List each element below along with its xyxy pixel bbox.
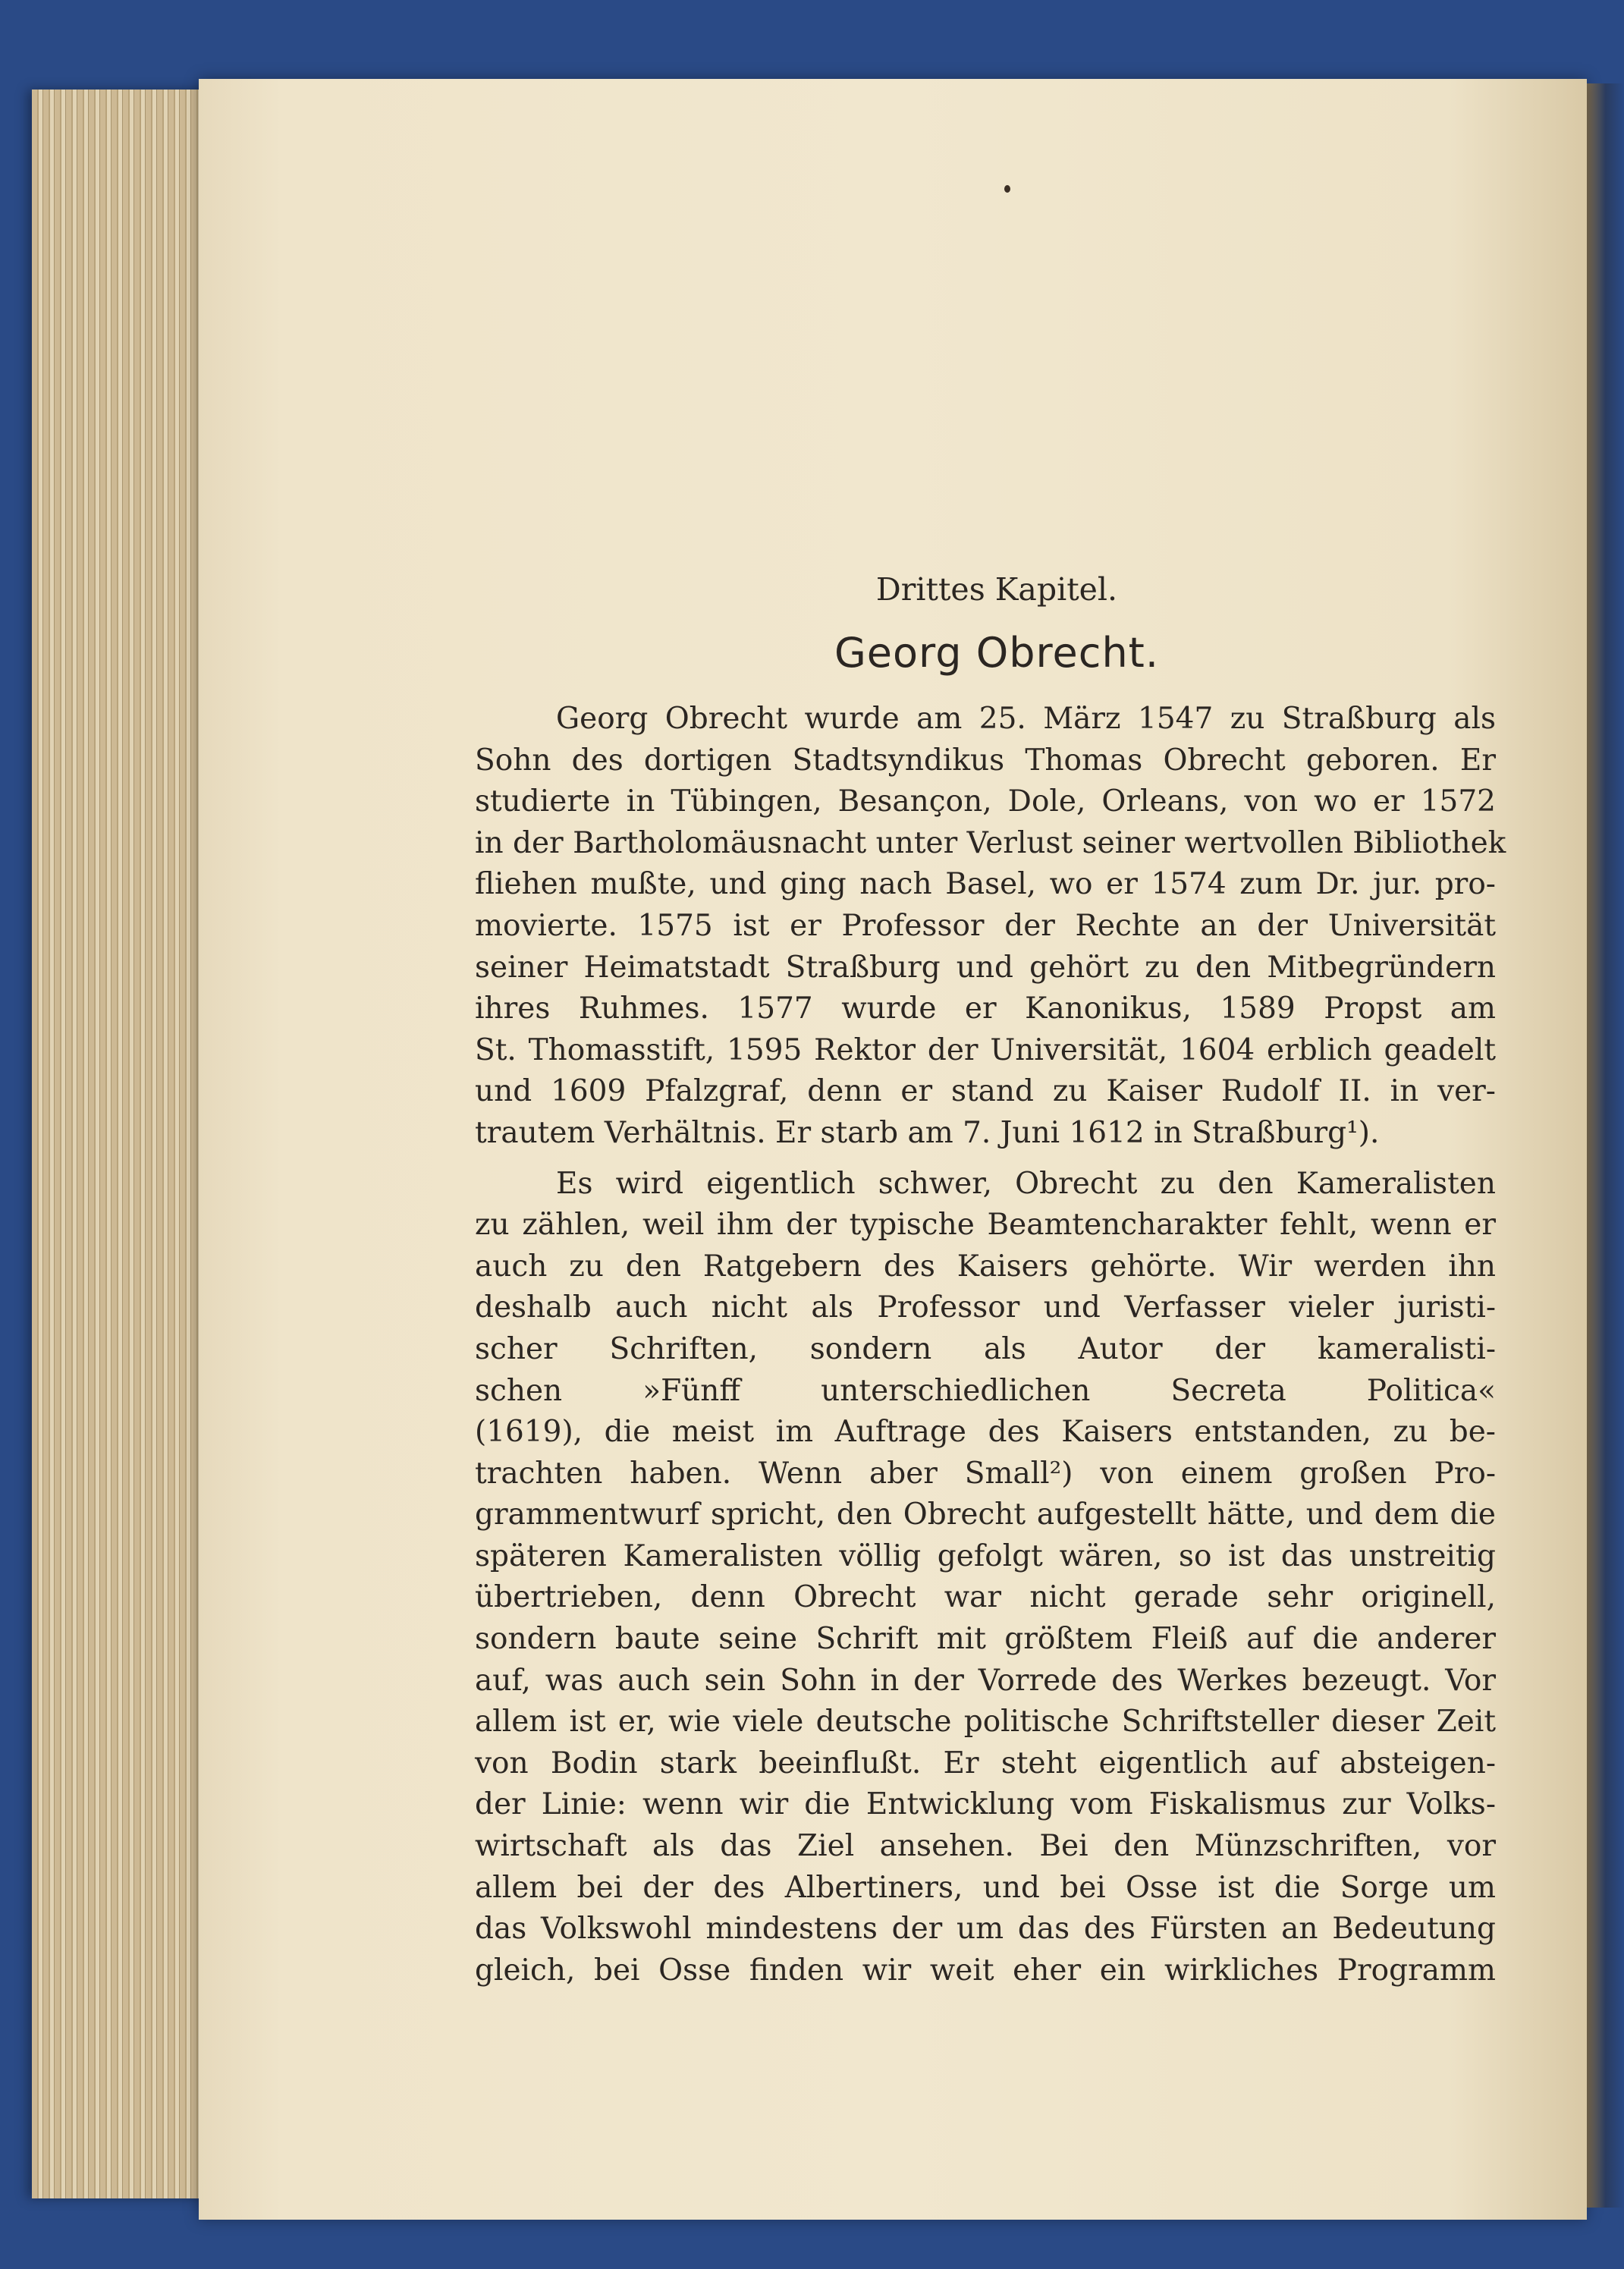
text-line: Sohn des dortigen Stadtsyndikus Thomas Obrecht geboren. Er [475,743,1496,778]
text-line: der Linie: wenn wir die Entwicklung vom Fiskalismus zur Volks- [475,1787,1496,1822]
text-line: seiner Heimatstadt Straßburg und gehört zu den Mitbegründern [475,950,1496,985]
text-line: trachten haben. Wenn aber Small²) von einem großen Pro- [475,1456,1496,1491]
text-line: scher Schriften, sondern als Autor der kameralisti- [475,1331,1496,1366]
text-line: zu zählen, weil ihm der typische Beamtencharakter fehlt, wenn er [475,1208,1496,1243]
text-line: movierte. 1575 ist er Professor der Rechte an der Universität [475,908,1496,943]
text-line: auch zu den Ratgebern des Kaisers gehörte. Wir werden ihn [475,1249,1496,1284]
text-line: wirtschaft als das Ziel ansehen. Bei den Münzschriften, vor [475,1829,1496,1864]
text-line: trautem Verhältnis. Er starb am 7. Juni 1612 in Straßburg¹). [475,1115,1380,1150]
text-line: von Bodin stark beeinflußt. Er steht eigentlich auf absteigen- [475,1746,1496,1780]
text-line: deshalb auch nicht als Professor und Verfasser vieler juristi- [475,1290,1496,1325]
text-line: gleich, bei Osse finden wir weit eher ein wirkliches Programm [475,1953,1496,1988]
text-line: St. Thomasstift, 1595 Rektor der Universität, 1604 erblich geadelt [475,1032,1496,1067]
chapter-title: Georg Obrecht. [834,629,1160,677]
text-line: allem ist er, wie viele deutsche politische Schriftsteller dieser Zeit [475,1705,1496,1739]
text-line: grammentwurf spricht, den Obrecht aufgestellt hätte, und dem die [475,1497,1496,1532]
text-line: allem bei der des Albertiners, und bei Osse ist die Sorge um [475,1870,1496,1905]
text-line: schen »Fünff unterschiedlichen Secreta Politica« [475,1373,1496,1408]
paragraph-1 [475,699,1506,1155]
text-line: übertrieben, denn Obrecht war nicht gerade sehr originell, [475,1580,1496,1615]
text-line: in der Bartholomäusnacht unter Verlust seiner wertvollen Bibliothek [475,825,1506,860]
text-line: Es wird eigentlich schwer, Obrecht zu den Kameralisten [556,1166,1496,1201]
text-line: ihres Ruhmes. 1577 wurde er Kanonikus, 1589 Propst am [475,992,1496,1026]
text-line: auf, was auch sein Sohn in der Vorrede des Werkes bezeugt. Vor [475,1663,1496,1698]
paragraph-2 [475,1164,1496,1992]
text-line: studierte in Tübingen, Besançon, Dole, Orleans, von wo er 1572 [475,784,1496,819]
text-line: späteren Kameralisten völlig gefolgt wären, so ist das unstreitig [475,1538,1496,1573]
chapter-label: Drittes Kapitel. [875,571,1118,608]
text-line: Georg Obrecht wurde am 25. März 1547 zu Straßburg als [556,702,1496,736]
text-line: (1619), die meist im Auftrage des Kaisers entstanden, zu be- [475,1415,1496,1450]
text-line: fliehen mußte, und ging nach Basel, wo er 1574 zum Dr. jur. pro- [475,867,1496,902]
text-line: sondern baute seine Schrift mit größtem Fleiß auf die anderer [475,1622,1496,1657]
text-line: das Volkswohl mindestens der um das des Fürsten an Bedeutung [475,1912,1496,1947]
text-line: und 1609 Pfalzgraf, denn er stand zu Kaiser Rudolf II. in ver- [475,1074,1496,1109]
ink-mark [1004,185,1010,193]
text-block [475,565,1506,1991]
